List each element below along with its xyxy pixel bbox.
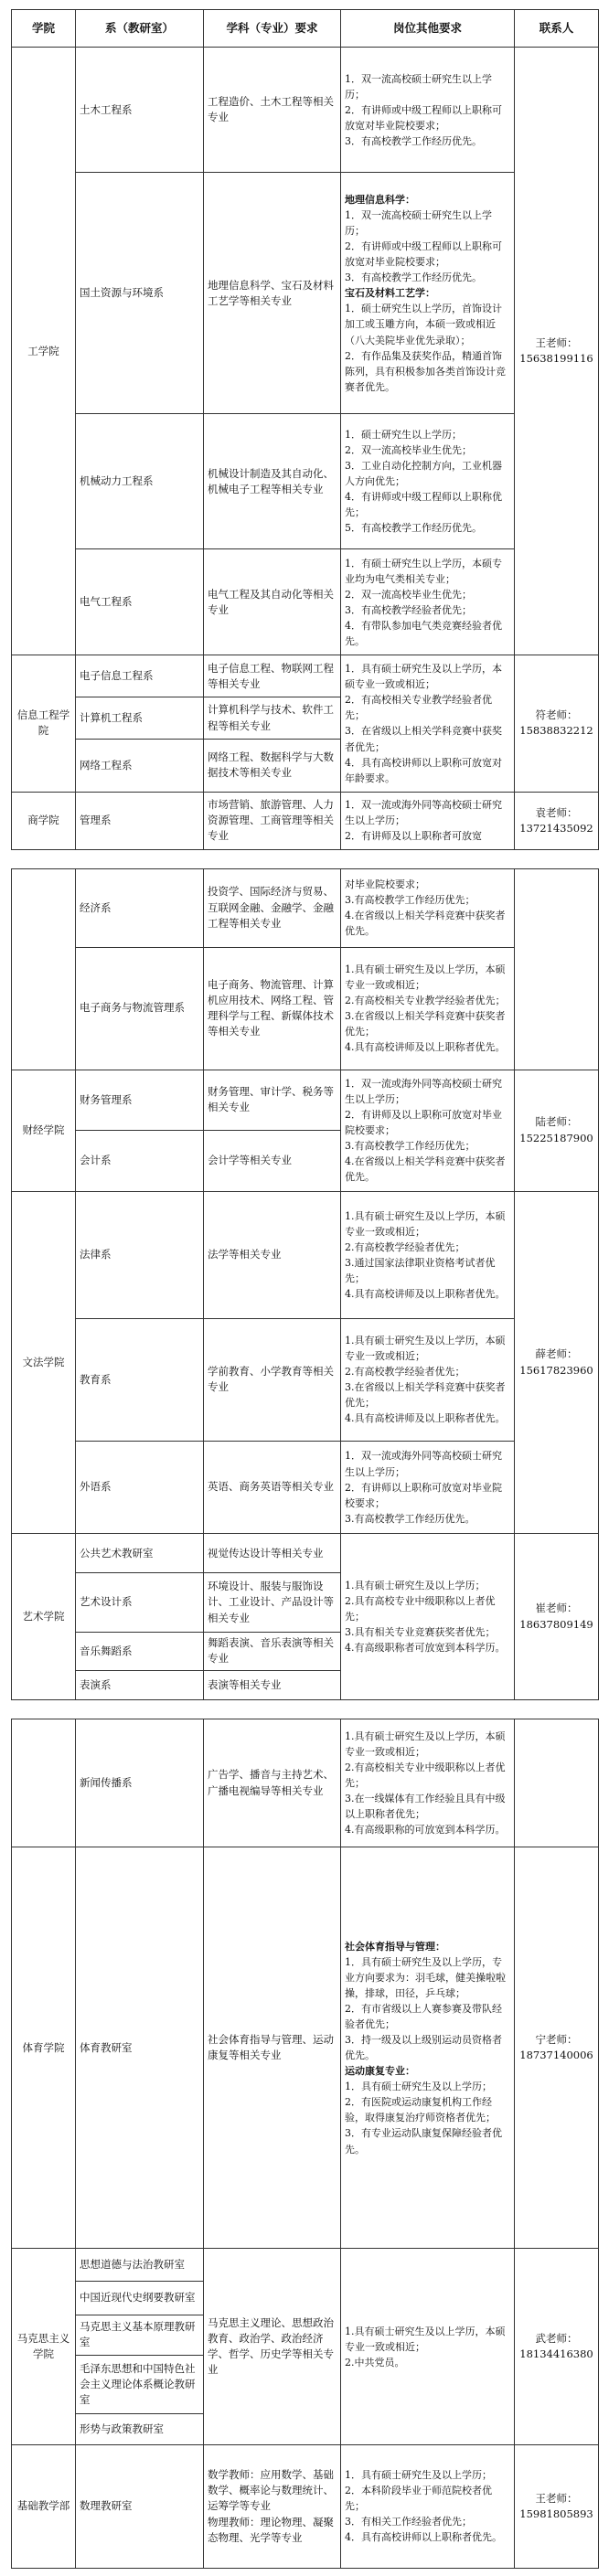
subject-cell: 电子商务、物流管理、计算机应用技术、网络工程、管理科学与工程、新媒体技术等相关专业 [204,947,341,1070]
dept-cell: 电子信息工程系 [76,655,204,697]
dept-cell: 毛泽东思想和中国特色社会主义理论体系概论教研室 [76,2356,204,2414]
requirements-cell: 1.具有硕士研究生及以上学历，本硕专业一致或相近； 2.中共党员。 [341,2249,515,2444]
subject-cell: 工程造价、土木工程等相关专业 [204,48,341,173]
dept-cell: 管理系 [76,792,204,849]
requirements-cell: 1.具有硕士研究生及以上学历，本硕专业一致或相近； 2.有高校教学经验者优先； 3.通过国家法律职业资格考试者优先； 4.具有高校讲师及以上职称者优先。 [341,1191,515,1318]
dept-cell: 计算机工程系 [76,697,204,740]
subject-cell: 学前教育、小学教育等相关专业 [204,1318,341,1441]
dept-cell: 新闻传播系 [76,1719,204,1847]
contact-cell: 王老师： 15981805893 [515,2444,599,2568]
contact-cell [515,1719,599,1847]
table-row [12,1719,599,1847]
college-cell: 信息工程学院 [12,655,76,792]
requirements-cell: 1．双一流或海外同等高校硕士研究生以上学历； 2．有讲师及以上职称者可放宽 [341,792,515,849]
table-row [12,414,599,549]
table-header-row [12,10,599,48]
dept-cell: 外语系 [76,1441,204,1534]
subject-cell: 广告学、播音与主持艺术、广播电视编导等相关专业 [204,1719,341,1847]
dept-cell: 艺术设计系 [76,1573,204,1632]
requirements-cell: 1.具有硕士研究生及以上学历，本硕专业一致或相近； 2.有高校教学经验者优先； 3.在省级以上相关学科竞赛中获奖者优先； 4.具有高校讲师及以上职称者优先。 [341,1318,515,1441]
table-row [12,173,599,414]
requirements-cell: 对毕业院校要求； 3.有高校教学工作经历优先； 4.在省级以上相关学科竞赛中获奖者优先。 [341,869,515,948]
table-row [12,947,599,1070]
contact-cell: 薛老师： 15617823960 [515,1191,599,1534]
table-row [12,869,599,948]
contact-cell: 武老师： 18134416380 [515,2249,599,2444]
requirements-cell: 1.具有硕士研究生及以上学历，本硕专业一致或相近； 2.有高校相关专业教学经验者优先； 3.在省级以上相关学科竞赛中获奖者优先； 4.具有高校讲师及以上职称者优先。 [341,947,515,1070]
subject-cell: 马克思主义理论、思想政治教育、政治学、政治经济学、哲学、历史学等相关专业 [204,2249,341,2444]
table-row [12,2444,599,2568]
requirements-cell: 1.具有硕士研究生及以上学历，本硕专业一致或相近； 2.有高校相关专业中级职称以上者优先； 3.在一线媒体有工作经验且具有中级以上职称者优先； 4.有高级职称的可放宽到本科学历。 [341,1719,515,1847]
subject-cell: 网络工程、数据科学与大数据技术等相关专业 [204,740,341,792]
requirements-cell: 1．具有硕士研究生及以上学历，本硕专业一致或相近； 2．有高校相关专业教学经验者优先； 3．在省级以上相关学科竞赛中获奖者优先； 4．具有高校讲师以上职称可放宽对年龄要求。 [341,655,515,792]
dept-cell: 机械动力工程系 [76,414,204,549]
requirements-cell: 1．双一流或海外同等高校硕士研究生以上学历； 2．有讲师及以上职称可放宽对毕业院校要求； 3.有高校教学工作经历优先； 4.在省级以上相关学科竞赛中获奖者优先。 [341,1070,515,1191]
subject-cell: 电子信息工程、物联网工程等相关专业 [204,655,341,697]
dept-cell: 土木工程系 [76,48,204,173]
table-row [12,1534,599,1573]
college-cell: 艺术学院 [12,1534,76,1700]
contact-cell [515,869,599,1070]
subject-cell: 地理信息科学、宝石及材料工艺学等相关专业 [204,173,341,414]
dept-cell: 表演系 [76,1670,204,1699]
dept-cell: 公共艺术教研室 [76,1534,204,1573]
subject-cell: 舞蹈表演、音乐表演等相关专业 [204,1632,341,1670]
requirements-cell: 1．具有硕士研究生及以上学历； 2．本科阶段毕业于师范院校者优先； 3．有相关工作经验者优先； 4．具有高校讲师以上职称者优先。 [341,2444,515,2568]
header-subject: 学科（专业）要求 [204,10,341,48]
college-cell: 基础教学部 [12,2444,76,2568]
table-row [12,549,599,655]
dept-cell: 经济系 [76,869,204,948]
contact-cell: 陆老师： 15225187900 [515,1070,599,1191]
subject-cell: 英语、商务英语等相关专业 [204,1441,341,1534]
recruitment-table-2 [11,868,599,1700]
dept-cell: 形势与政策教研室 [76,2413,204,2444]
table-row [12,1847,599,2249]
contact-cell: 符老师： 15838832212 [515,655,599,792]
subject-cell: 视觉传达设计等相关专业 [204,1534,341,1573]
requirements-cell: 1．双一流高校硕士研究生以上学历； 2．有讲师或中级工程师以上职称可放宽对毕业院校要求； 3．有高校教学工作经历优先。 [341,48,515,173]
dept-cell: 会计系 [76,1131,204,1192]
table-row [12,2249,599,2282]
dept-cell: 财务管理系 [76,1070,204,1131]
contact-cell: 袁老师： 13721435092 [515,792,599,849]
header-college: 学院 [12,10,76,48]
table-row [12,1441,599,1534]
college-cell: 工学院 [12,48,76,655]
header-contact: 联系人 [515,10,599,48]
subject-cell: 投资学、国际经济与贸易、互联网金融、金融学、金融工程等相关专业 [204,869,341,948]
requirements-cell: 1.具有硕士研究生及以上学历； 2.具有高校专业中级职称以上者优先； 3.具有相关专业竞赛获奖者优先； 4.有高级职称者可放宽到本科学历。 [341,1534,515,1700]
page-3 [11,1719,598,2569]
contact-cell: 宁老师： 18737140006 [515,1847,599,2249]
contact-cell: 王老师： 15638199116 [515,48,599,655]
college-cell [12,869,76,1070]
page-2 [11,868,598,1700]
dept-cell: 法律系 [76,1191,204,1318]
dept-cell: 国土资源与环境系 [76,173,204,414]
dept-cell: 电气工程系 [76,549,204,655]
table-row [12,48,599,173]
dept-cell: 中国近现代史纲要教研室 [76,2282,204,2315]
dept-cell: 体育教研室 [76,1847,204,2249]
subject-cell: 数学教师：应用数学、基础数学、概率论与数理统计、运筹学等专业 物理教师：理论物理、凝聚态物理、光学等专业 [204,2444,341,2568]
table-row [12,1191,599,1318]
requirements-cell: 社会体育指导与管理： 1．具有硕士研究生及以上学历，专业方向要求为：羽毛球，健美操啦啦操，排球，田径，乒乓球； 2．有市省级以上人赛参赛及带队经验者优先； 3．持一级及以上级别运动员资格者优先。 运动康复专业： 1．具有硕士研究生及以上学历； 2．有医院或运动康复机构工作经验，取得康复治疗师资格者优先； 3．有专业运动队康复保障经验者优先。 [341,1847,515,2249]
requirements-cell: 1．硕士研究生以上学历； 2．双一流高校毕业生优先； 3．工业自动化控制方向，工业机器人方向优先； 4．有讲师或中级工程师以上职称优先； 5．有高校教学工作经历优先。 [341,414,515,549]
subject-cell: 环境设计、服装与服饰设计、工业设计、产品设计等相关专业 [204,1573,341,1632]
dept-cell: 电子商务与物流管理系 [76,947,204,1070]
dept-cell: 思想道德与法治教研室 [76,2249,204,2282]
college-cell: 文法学院 [12,1191,76,1534]
dept-cell: 马克思主义基本原理教研室 [76,2315,204,2356]
subject-cell: 会计学等相关专业 [204,1131,341,1192]
table-row [12,1070,599,1131]
header-requirements: 岗位其他要求 [341,10,515,48]
table-row [12,1318,599,1441]
table-row [12,792,599,849]
dept-cell: 音乐舞蹈系 [76,1632,204,1670]
subject-cell: 计算机科学与技术、软件工程等相关专业 [204,697,341,740]
subject-cell: 机械设计制造及其自动化、机械电子工程等相关专业 [204,414,341,549]
requirements-cell: 1．双一流或海外同等高校硕士研究生以上学历； 2．有讲师以上职称可放宽对毕业院校要求； 3.有高校教学工作经历优先。 [341,1441,515,1534]
requirements-cell: 地理信息科学： 1．双一流高校硕士研究生以上学历； 2．有讲师或中级工程师以上职称可放宽对毕业院校要求； 3．有高校教学工作经历优先。 宝石及材料工艺学： 1．硕士研究生以上学历，首饰设计加工或玉雕方向，本硕一致或相近（八大美院毕业优先录取）； 2．有作品集及获奖作品，精通首饰陈列，具有积极参加各类首饰设计竞赛者优先。 [341,173,515,414]
page-1 [11,9,598,850]
subject-cell: 社会体育指导与管理、运动康复等相关专业 [204,1847,341,2249]
college-cell [12,1719,76,1847]
dept-cell: 数理教研室 [76,2444,204,2568]
header-dept: 系（教研室） [76,10,204,48]
dept-cell: 教育系 [76,1318,204,1441]
dept-cell: 网络工程系 [76,740,204,792]
subject-cell: 表演等相关专业 [204,1670,341,1699]
subject-cell: 财务管理、审计学、税务等相关专业 [204,1070,341,1131]
recruitment-table-3 [11,1719,599,2569]
subject-cell: 法学等相关专业 [204,1191,341,1318]
recruitment-table-1 [11,9,599,850]
contact-cell: 崔老师： 18637809149 [515,1534,599,1700]
subject-cell: 市场营销、旅游管理、人力资源管理、工商管理等相关专业 [204,792,341,849]
college-cell: 财经学院 [12,1070,76,1191]
college-cell: 马克思主义学院 [12,2249,76,2444]
college-cell: 体育学院 [12,1847,76,2249]
college-cell: 商学院 [12,792,76,849]
subject-cell: 电气工程及其自动化等相关专业 [204,549,341,655]
table-row [12,655,599,697]
requirements-cell: 1．有硕士研究生以上学历，本硕专业均为电气类相关专业； 2．双一流高校毕业生优先； 3．有高校教学经验者优先； 4．有带队参加电气类竞赛经验者优先。 [341,549,515,655]
